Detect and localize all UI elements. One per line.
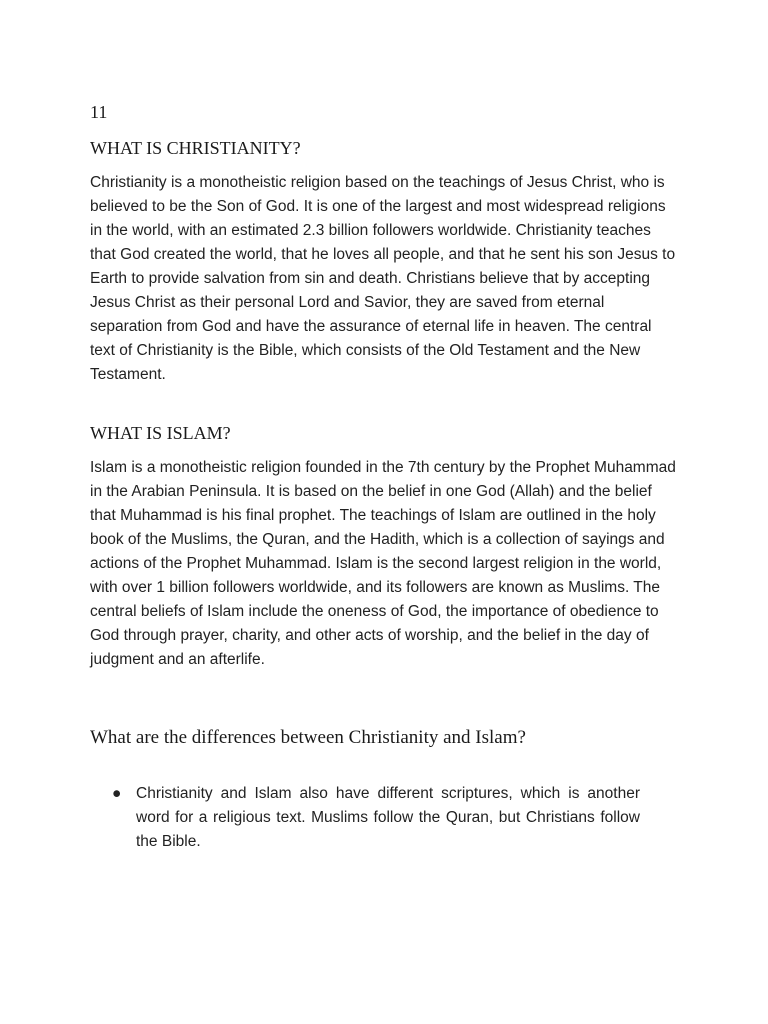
bullet-icon: ● [112,785,122,802]
paragraph-islam: Islam is a monotheistic religion founded in the 7th century by the Prophet Muhammad in the Arabian Peninsula. It is based on the belief in one God (Allah) and the belief that Muhammad is his final prophet. The teachings of Islam are outlined in the holy book of the Muslims, the Quran, and the Hadith, which is a collection of sayings and actions of the Prophet Muhammad. Islam is the second largest religion in the world, with over 1 billion followers worldwide, and its followers are known as Muslims. The central beliefs of Islam include the oneness of God, the importance of obedience to God through prayer, charity, and other acts of worship, and the belief in the day of judgment and an afterlife. [90,459,676,668]
page-number: 11 [90,102,108,122]
heading-differences: What are the differences between Christianity and Islam? [90,727,526,748]
paragraph-christianity: Christianity is a monotheistic religion based on the teachings of Jesus Christ, who is believed to be the Son of God. It is one of the largest and most widespread religions in the world, with an estimated 2.3 billion followers worldwide. Christianity teaches that God created the world, that he loves all people, and that he sent his son Jesus to Earth to provide salvation from sin and death. Christians believe that by accepting Jesus Christ as their personal Lord and Savior, they are saved from eternal separation from God and have the assurance of eternal life in heaven. The central text of Christianity is the Bible, which consists of the Old Testament and the New Testament. [90,174,676,383]
bullet-text: Christianity and Islam also have different scriptures, which is another word for a religious text. Muslims follow the Quran, but Christians follow the Bible. [136,785,640,850]
heading-what-is-islam: WHAT IS ISLAM? [90,423,231,443]
list-item [110,782,640,854]
differences-bullet-list [110,782,640,854]
heading-what-is-christianity: WHAT IS CHRISTIANITY? [90,138,301,158]
